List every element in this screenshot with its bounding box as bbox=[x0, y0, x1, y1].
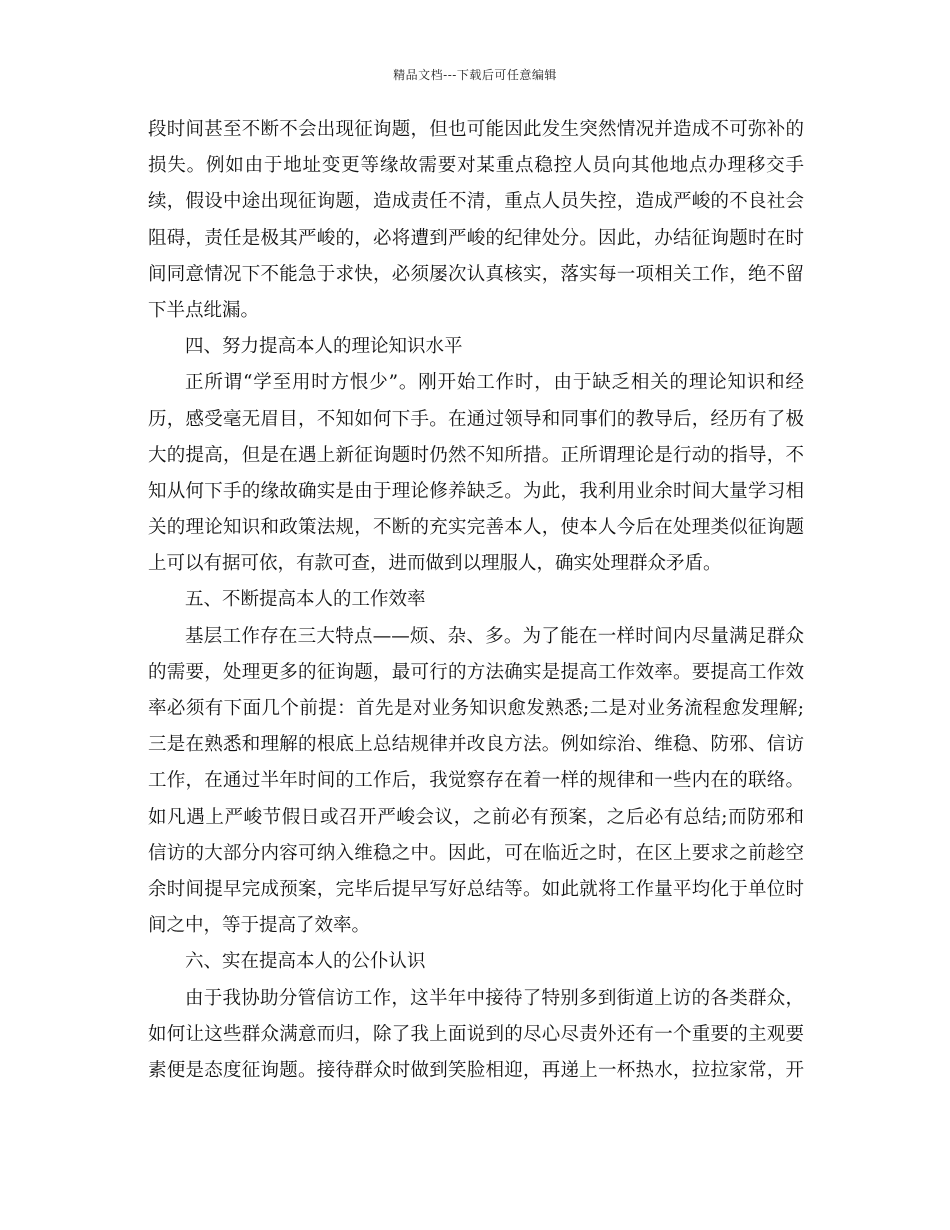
paragraph-end-line: 上可以有据可依，有款可查，进而做到以理服人，确实处理群众矛盾。 bbox=[148, 553, 722, 575]
paragraph-line: 余时间提早完成预案，完毕后提早写好总结等。如此就将工作量平均化于单位时 bbox=[148, 878, 804, 900]
paragraph-line: 由于我协助分管信访工作，这半年中接待了特别多到街道上访的各类群众， bbox=[185, 987, 804, 1009]
paragraph-end-line: 六、实在提高本人的公仆认识 bbox=[185, 951, 426, 973]
paragraph-line: 如凡遇上严峻节假日或召开严峻会议，之前必有预案，之后必有总结;而防邪和 bbox=[148, 806, 804, 828]
paragraph-line: 工作，在通过半年时间的工作后，我觉察存在着一样的规律和一些内在的联络。 bbox=[148, 770, 804, 792]
paragraph-end-line: 间之中，等于提高了效率。 bbox=[148, 915, 371, 937]
document-body bbox=[148, 112, 804, 1089]
paragraph-line: 素便是态度征询题。接待群众时做到笑脸相迎，再递上一杯热水，拉拉家常，开 bbox=[148, 1059, 804, 1081]
paragraph-line: 段时间甚至不断不会出现征询题，但也可能因此发生突然情况并造成不可弥补的 bbox=[148, 119, 804, 140]
paragraph-line: 的需要，处理更多的征询题，最可行的方法确实是提高工作效率。要提高工作效 bbox=[148, 661, 804, 683]
paragraph-line: 率必须有下面几个前提：首先是对业务知识愈发熟悉;二是对业务流程愈发理解; bbox=[148, 698, 804, 719]
paragraph-line: 三是在熟悉和理解的根底上总结规律并改良方法。例如综治、维稳、防邪、信访 bbox=[148, 734, 804, 756]
paragraph-line: 阻碍，责任是极其严峻的，必将遭到严峻的纪律处分。因此，办结征询题时在时 bbox=[148, 227, 804, 249]
paragraph-line: 知从何下手的缘故确实是由于理论修养缺乏。为此，我利用业余时间大量学习相 bbox=[148, 480, 804, 502]
paragraph-line: 间同意情况下不能急于求快，必须屡次认真核实，落实每一项相关工作，绝不留 bbox=[148, 263, 804, 285]
paragraph-line: 正所谓“学至用时方恨少”。刚开始工作时，由于缺乏相关的理论知识和经 bbox=[185, 372, 804, 394]
paragraph-line: 基层工作存在三大特点——烦、杂、多。为了能在一样时间内尽量满足群众 bbox=[185, 625, 804, 647]
paragraph-line: 大的提高，但是在遇上新征询题时仍然不知所措。正所谓理论是行动的指导，不 bbox=[148, 444, 804, 466]
paragraph-end-line: 五、不断提高本人的工作效率 bbox=[185, 589, 426, 611]
paragraph-line: 历，感受毫无眉目，不知如何下手。在通过领导和同事们的教导后，经历有了极 bbox=[148, 408, 804, 430]
page-header: 精品文档---下载后可任意编辑 bbox=[393, 68, 557, 82]
paragraph-end-line: 四、努力提高本人的理论知识水平 bbox=[185, 336, 463, 358]
paragraph-line: 续，假设中途出现征询题，造成责任不清，重点人员失控，造成严峻的不良社会 bbox=[148, 191, 804, 213]
paragraph-line: 信访的大部分内容可纳入维稳之中。因此，可在临近之时，在区上要求之前趁空 bbox=[148, 842, 804, 864]
paragraph-line: 如何让这些群众满意而归，除了我上面说到的尽心尽责外还有一个重要的主观要 bbox=[148, 1023, 804, 1045]
paragraph-end-line: 下半点纰漏。 bbox=[148, 299, 260, 321]
paragraph-line: 关的理论知识和政策法规，不断的充实完善本人，使本人今后在处理类似征询题 bbox=[148, 517, 804, 539]
paragraph-line: 损失。例如由于地址变更等缘故需要对某重点稳控人员向其他地点办理移交手 bbox=[148, 155, 804, 177]
